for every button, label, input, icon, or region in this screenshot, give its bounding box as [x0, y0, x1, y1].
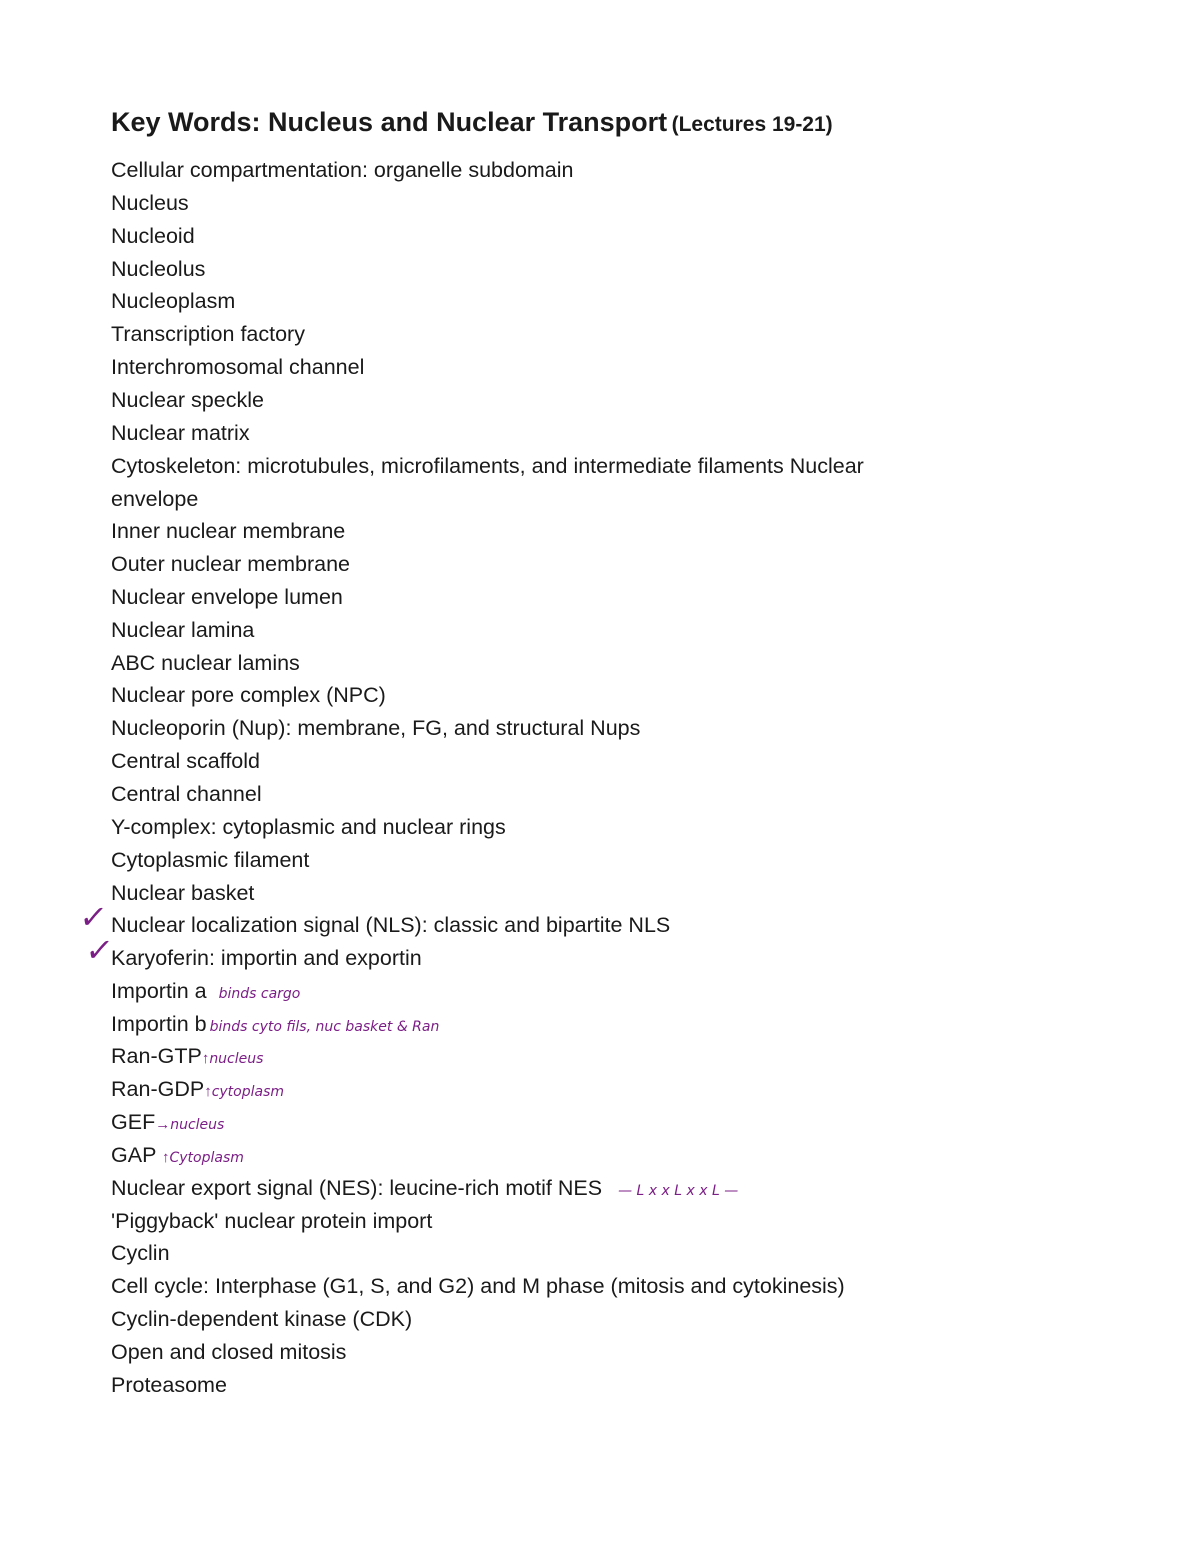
- keyword-line: [111, 1142, 244, 1171]
- keyword-line: Nucleolus: [111, 257, 206, 281]
- keyword-line: Nucleoplasm: [111, 289, 236, 313]
- handwritten-note: binds cyto fils, nuc basket & Ran: [209, 1019, 440, 1035]
- keyword-text: Ran-GTP: [111, 1044, 202, 1068]
- keyword-text: Importin b: [111, 1012, 207, 1036]
- handwritten-note: nucleus: [209, 1051, 264, 1067]
- keyword-line: Transcription factory: [111, 322, 305, 346]
- checkmark-icon: ✓: [83, 931, 116, 969]
- keyword-line: Nuclear pore complex (NPC): [111, 683, 386, 707]
- keyword-line: 'Piggyback' nuclear protein import: [111, 1209, 433, 1233]
- keyword-line: Y-complex: cytoplasmic and nuclear rings: [111, 815, 506, 839]
- arrow-up-icon: ↑: [201, 1050, 210, 1067]
- keyword-line: Central channel: [111, 782, 262, 806]
- keyword-line: [111, 1076, 284, 1105]
- keyword-line: Nuclear localization signal (NLS): classic and bipartite NLS: [111, 913, 671, 937]
- keyword-line: [111, 1043, 263, 1072]
- keyword-line: Karyoferin: importin and exportin: [111, 946, 422, 970]
- arrow-up-icon: ↑: [204, 1083, 212, 1100]
- keyword-line: Open and closed mitosis: [111, 1340, 347, 1364]
- keyword-line: ABC nuclear lamins: [111, 651, 300, 675]
- handwritten-note: Cytoplasm: [169, 1150, 244, 1166]
- keyword-line: Central scaffold: [111, 749, 260, 773]
- keyword-text: GEF: [111, 1110, 156, 1134]
- keyword-line: Inner nuclear membrane: [111, 519, 346, 543]
- handwritten-note: — L x x L x x L —: [618, 1183, 739, 1199]
- keyword-line: Cytoplasmic filament: [111, 848, 310, 872]
- handwritten-note: nucleus: [170, 1117, 225, 1133]
- checkmark-icon: ✓: [77, 898, 110, 936]
- keyword-line: Cell cycle: Interphase (G1, S, and G2) and M phase (mitosis and cytokinesis): [111, 1274, 845, 1298]
- keyword-line: Cyclin: [111, 1241, 170, 1265]
- arrow-right-icon: →: [155, 1116, 171, 1133]
- keyword-line: Proteasome: [111, 1373, 227, 1397]
- keyword-line: Nuclear speckle: [111, 388, 264, 412]
- keyword-line: [111, 1109, 224, 1138]
- keyword-line: Outer nuclear membrane: [111, 552, 350, 576]
- keyword-text: Nuclear export signal (NES): leucine-rich motif NES: [111, 1176, 603, 1200]
- keyword-text: Importin a: [111, 979, 207, 1003]
- keyword-line: Cytoskeleton: microtubules, microfilaments, and intermediate filaments Nuclear: [111, 454, 864, 478]
- keyword-line: Nuclear lamina: [111, 618, 255, 642]
- keyword-text: Ran-GDP: [111, 1077, 205, 1101]
- keyword-line: Nuclear matrix: [111, 421, 250, 445]
- keyword-line: [111, 1175, 738, 1204]
- keyword-line: Nucleoporin (Nup): membrane, FG, and structural Nups: [111, 716, 641, 740]
- keyword-line: Interchromosomal channel: [111, 355, 365, 379]
- title-main: Key Words: Nucleus and Nuclear Transport: [111, 107, 668, 137]
- keyword-line: Cellular compartmentation: organelle subdomain: [111, 158, 574, 182]
- title-lectures: (Lectures 19-21): [671, 113, 833, 136]
- keyword-line: Nuclear envelope lumen: [111, 585, 343, 609]
- handwritten-note: binds cargo: [218, 986, 301, 1002]
- keyword-line: Nucleoid: [111, 224, 195, 248]
- keyword-line: [111, 1011, 439, 1040]
- handwritten-note: cytoplasm: [211, 1084, 285, 1100]
- arrow-up-icon: ↑: [162, 1149, 170, 1166]
- keyword-line: Nuclear basket: [111, 881, 255, 905]
- keyword-line: envelope: [111, 487, 199, 511]
- page-title: [111, 107, 833, 138]
- keyword-line: Cyclin-dependent kinase (CDK): [111, 1307, 413, 1331]
- keyword-line: Nucleus: [111, 191, 189, 215]
- keyword-line: [111, 978, 300, 1007]
- keyword-text: GAP: [111, 1143, 157, 1167]
